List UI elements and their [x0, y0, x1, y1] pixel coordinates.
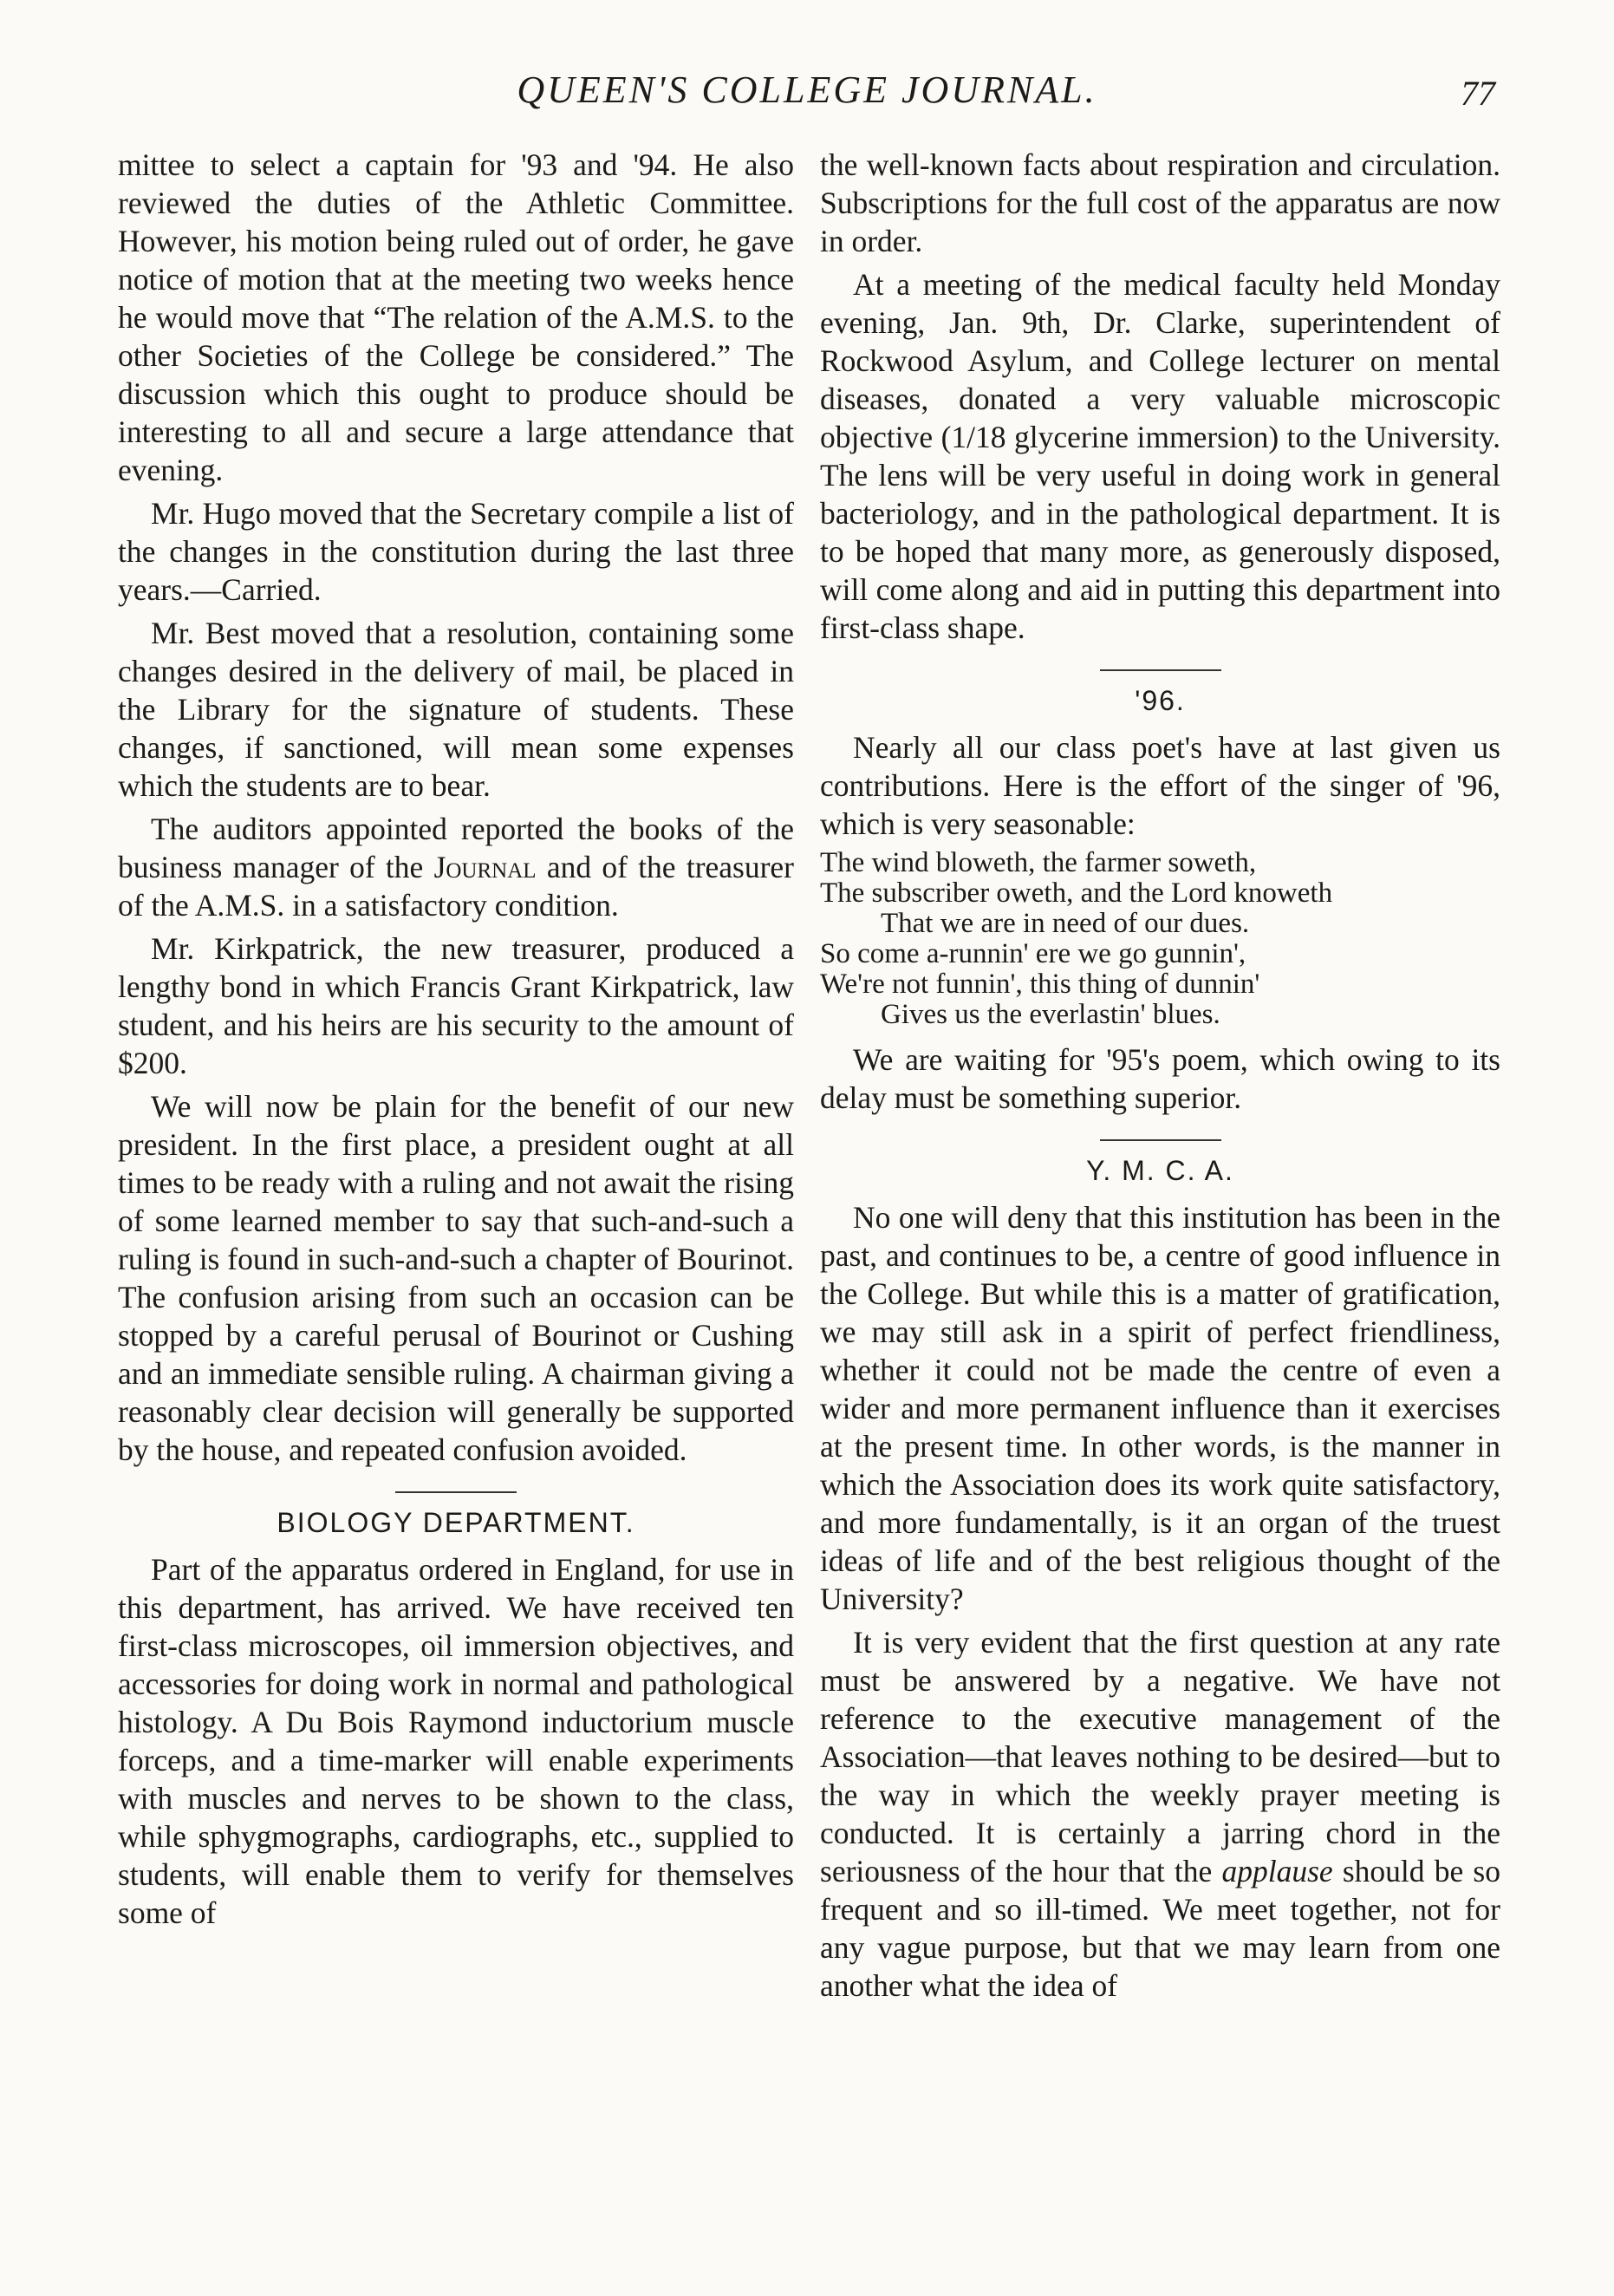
- poem: [820, 848, 1500, 1030]
- paragraph: We will now be plain for the benefit of our new president. In the first place, a president ought at all times to be ready with a ruling and not await the rising of some learned member to say that such-and-such a ruling is found in such-and-such a chapter of Bourinot. The confusion arising from such an occasion can be stopped by a careful perusal of Bourinot or Cushing and an immediate sensible ruling. A chairman giving a reasonably clear decision will generally be supported by the house, and repeated confusion avoided.: [118, 1089, 794, 1467]
- biology-department-heading: BIOLOGY DEPARTMENT.: [277, 1507, 635, 1538]
- text-run: and of the treasurer of the A.M.S. in a satisfactory condition.: [118, 850, 794, 923]
- poem-line: Gives us the everlastin' blues.: [881, 999, 1220, 1030]
- paragraph: Mr. Kirkpatrick, the new treasurer, produced a lengthy bond in which Francis Grant Kirkpatrick, law student, and his heirs are his security to the amount of $200.: [118, 931, 794, 1080]
- paragraph: mittee to select a captain for '93 and '94. He also reviewed the duties of the Athletic Committee. However, his motion being ruled out of order, he gave notice of motion that at the meeting two weeks hence he would move that “The relation of the A.M.S. to the other Societies of the College be considered.” The discussion which this ought to produce should be interesting to all and secure a large attendance that evening.: [118, 147, 794, 487]
- section-divider: [1100, 1139, 1221, 1141]
- left-column: [118, 146, 794, 1937]
- text-run: should be so frequent and so ill-timed. We meet together, not for any vague purpose, but that we may learn from one another what the idea of: [820, 1854, 1501, 2003]
- paragraph: We are waiting for '95's poem, which owing to its delay must be something superior.: [820, 1042, 1500, 1115]
- paragraph: [820, 1623, 1500, 2005]
- emphasis: applause: [1221, 1854, 1333, 1888]
- paragraph: No one will deny that this institution has been in the past, and continues to be, a centre of good influence in the College. But while this is a matter of gratification, we may still ask in a spirit of perfect friendliness, whether it could not be made the centre of even a wider and more permanent influence than it exercises at the present time. In other words, is the manner in which the Association does its work quite satisfactory, and more fundamentally, is it an organ of the truest ideas of life and of the best religious thought of the University?: [820, 1200, 1500, 1616]
- page-number: 77: [1461, 74, 1495, 113]
- paragraph: At a meeting of the medical faculty held Monday evening, Jan. 9th, Dr. Clarke, superintendent of Rockwood Asylum, and College lecturer on mental diseases, donated a very valuable microscopic objective (1/18 glycerine immersion) to the University. The lens will be very useful in doing work in general bacteriology, and in the pathological department. It is to be hoped that many more, as generously disposed, will come along and aid in putting this department into first-class shape.: [820, 267, 1500, 645]
- text-run: It is very evident that the first question at any rate must be answered by a negative. We have not reference to the executive management of the Association—that leaves nothing to be desired—but to the way in which the weekly prayer meeting is conducted. It is certainly a jarring chord in the seriousness of the hour that the: [820, 1625, 1500, 1888]
- paragraph: Mr. Hugo moved that the Secretary compile a list of the changes in the constitution during the last three years.—Carried.: [118, 496, 794, 607]
- paragraph: the well-known facts about respiration and circulation. Subscriptions for the full cost of the apparatus are now in order.: [820, 147, 1500, 258]
- poem-line: So come a-runnin' ere we go gunnin',: [820, 938, 1246, 969]
- section-divider: [395, 1491, 517, 1493]
- ymca-heading: Y. M. C. A.: [1086, 1155, 1234, 1186]
- page-header: [0, 68, 1614, 137]
- paragraph: Mr. Best moved that a resolution, containing some changes desired in the delivery of mail, be placed in the Library for the signature of students. These changes, if sanctioned, will mean some expenses which the students are to bear.: [118, 616, 794, 803]
- paragraph: Part of the apparatus ordered in England, for use in this department, has arrived. We have received ten first-class microscopes, oil immersion objectives, and accessories for doing work in normal and pathological histology. A Du Bois Raymond inductorium muscle forceps, and a time-marker will enable experiments with muscles and nerves to be shown to the class, while sphygmographs, cardiographs, etc., supplied to students, will enable them to verify for themselves some of: [118, 1552, 794, 1930]
- section-divider: [1100, 669, 1221, 671]
- class-96-heading: '96.: [1135, 685, 1186, 716]
- right-column: [820, 146, 1500, 2010]
- paragraph: Nearly all our class poet's have at last given us contributions. Here is the effort of the singer of '96, which is very seasonable:: [820, 730, 1500, 841]
- poem-line: The wind bloweth, the farmer soweth,: [820, 847, 1257, 878]
- text-run: The auditors appointed reported the books of the business manager of the: [118, 812, 794, 884]
- poem-line: We're not funnin', this thing of dunnin': [820, 969, 1260, 1000]
- poem-line: That we are in need of our dues.: [881, 908, 1250, 939]
- poem-line: The subscriber oweth, and the Lord knoweth: [820, 877, 1333, 909]
- paragraph: [118, 810, 794, 924]
- journal-name: Journal: [433, 850, 537, 884]
- journal-title: QUEEN'S COLLEGE JOURNAL.: [517, 68, 1097, 111]
